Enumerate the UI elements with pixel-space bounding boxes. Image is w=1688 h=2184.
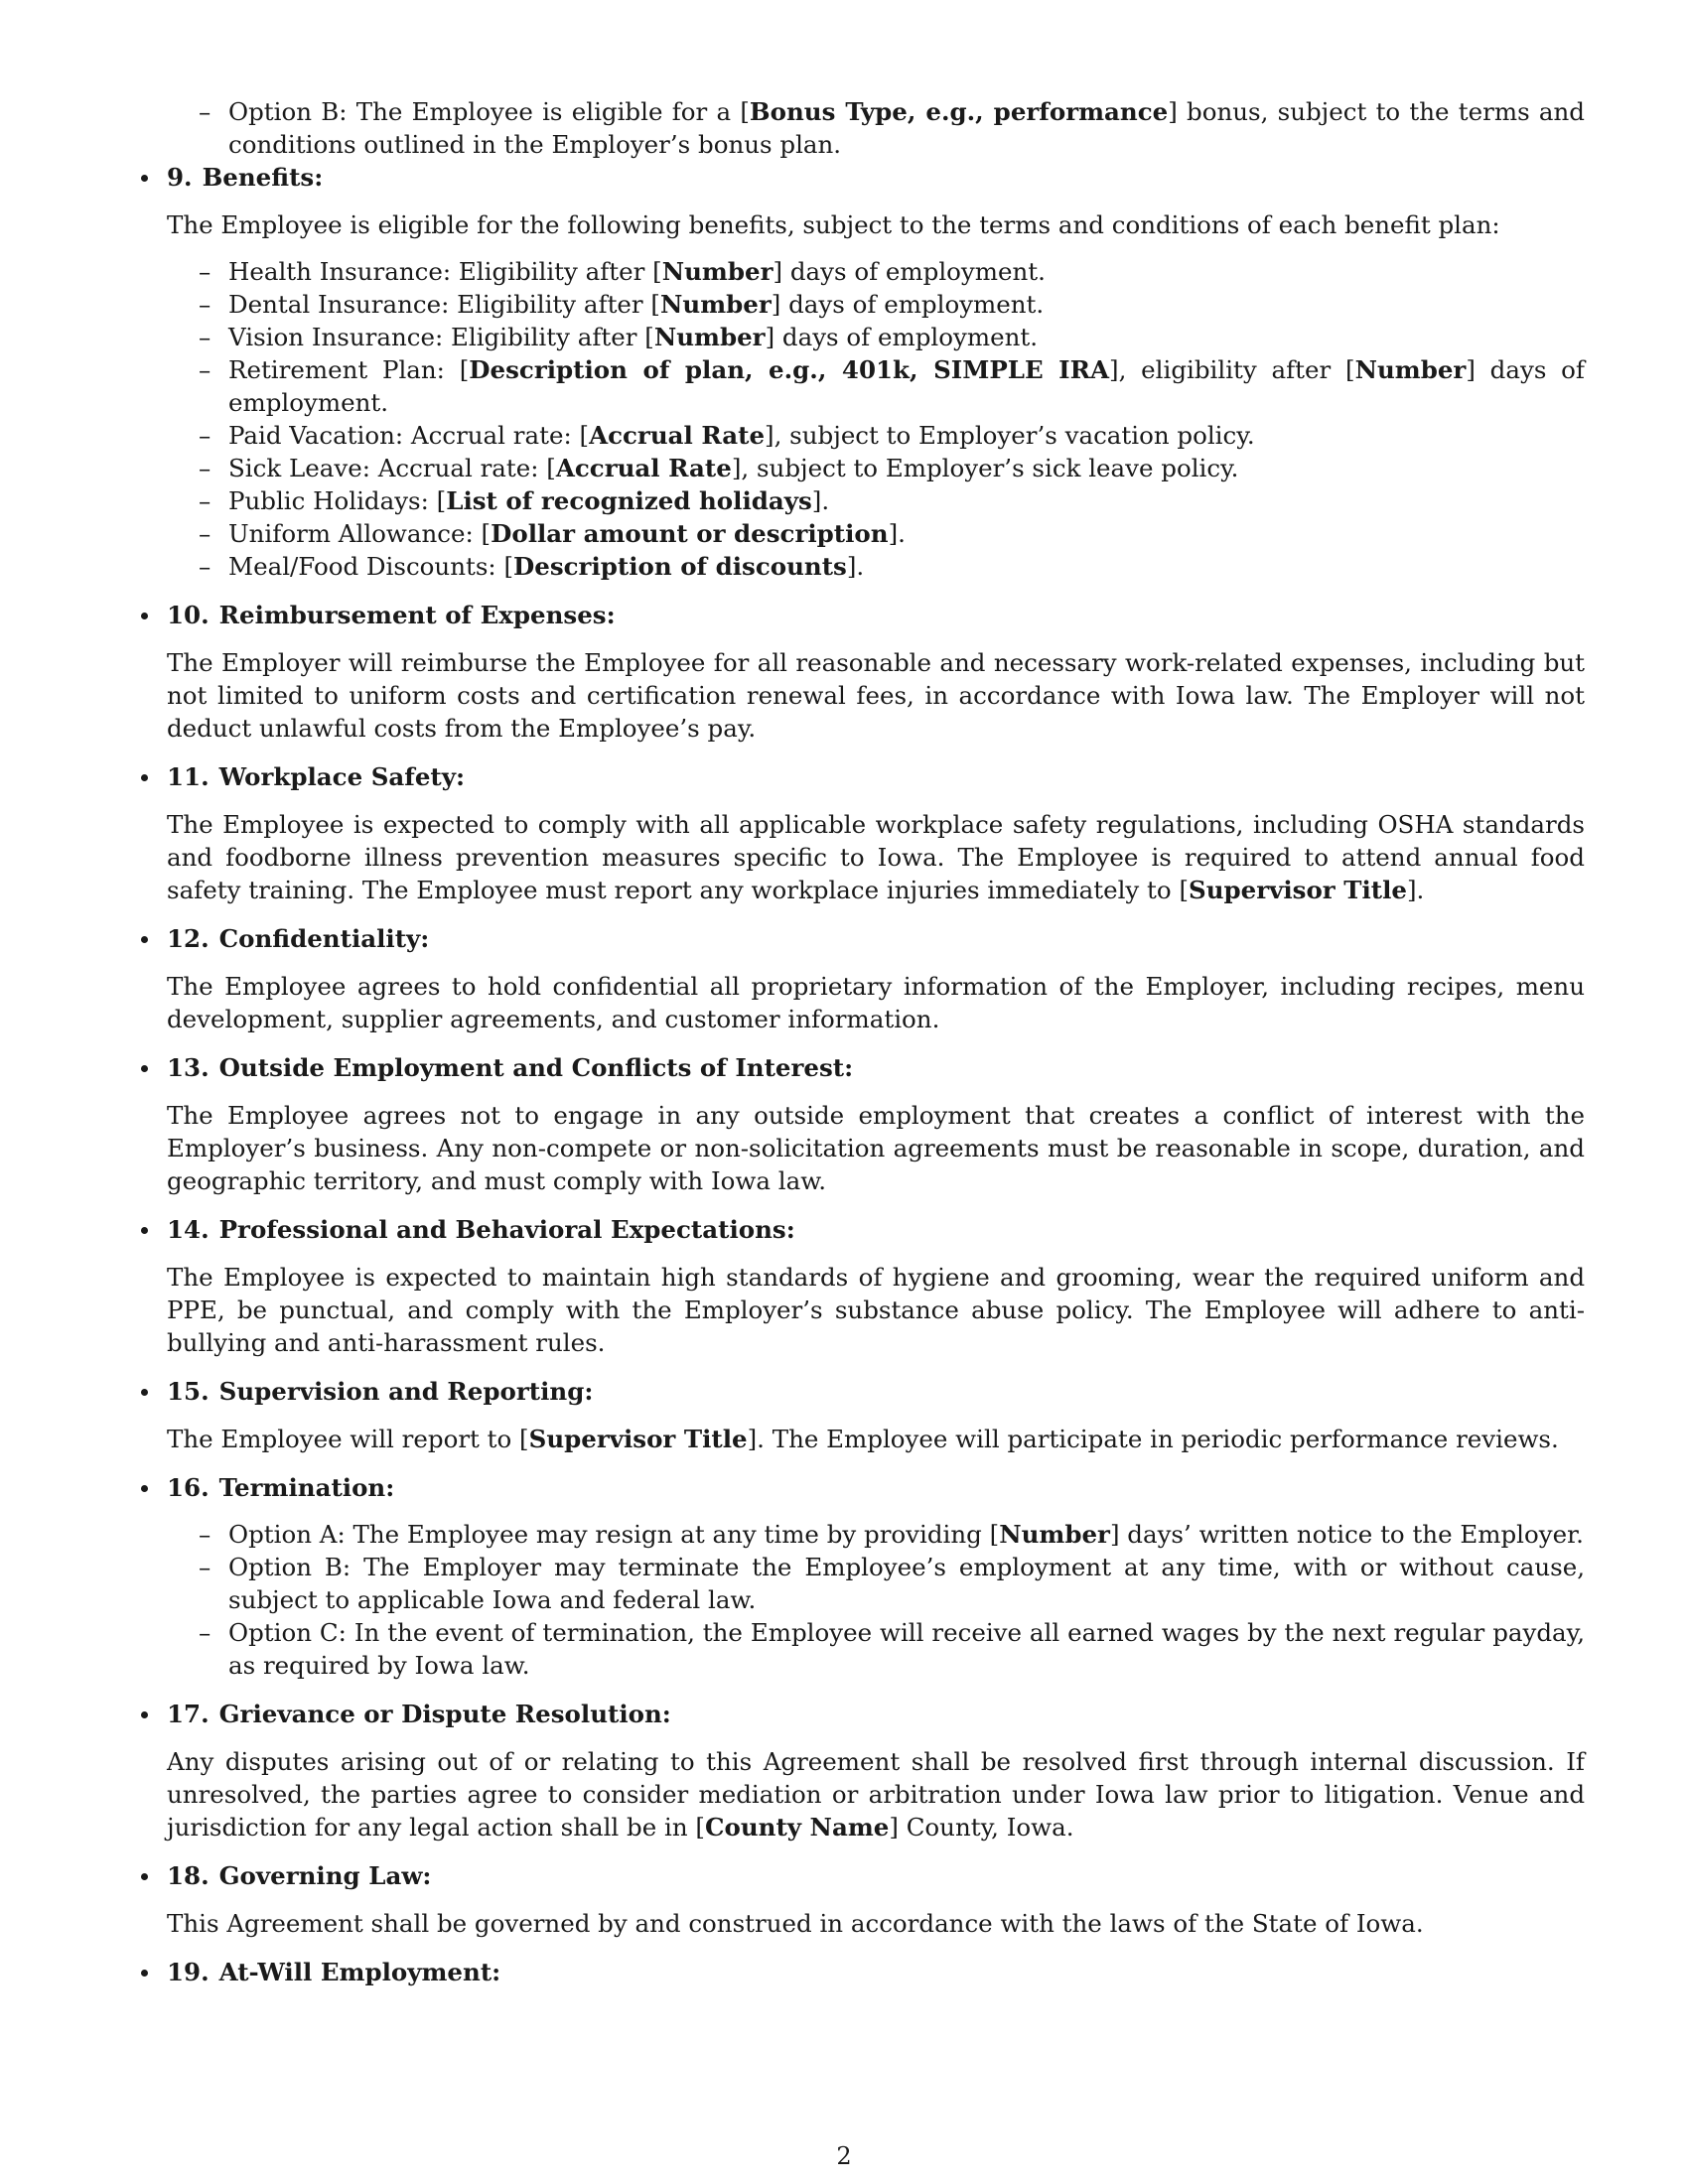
- section-number: 14.: [167, 1215, 210, 1244]
- section-17: [167, 1698, 1585, 1843]
- bullet-icon: [141, 1065, 148, 1072]
- text-run: Option A: The Employee may resign at any time by providing [: [228, 1520, 1000, 1549]
- placeholder-field: Number: [999, 1520, 1110, 1549]
- dash-marker: –: [199, 323, 211, 351]
- section-paragraph: [167, 970, 1585, 1035]
- text-run: ].: [811, 486, 830, 515]
- dash-marker: –: [199, 421, 211, 450]
- placeholder-field: Number: [1354, 355, 1467, 384]
- text-run: ] days’ written notice to the Employer.: [1109, 1520, 1584, 1549]
- dash-marker: –: [199, 519, 211, 548]
- placeholder-field: Description of discounts: [513, 552, 847, 581]
- text-run: ], subject to Employer’s sick leave policy.: [731, 454, 1239, 482]
- section-paragraph: [167, 1423, 1585, 1455]
- list-item: [199, 288, 1585, 321]
- text-run: ] days of employment.: [228, 355, 1585, 417]
- section-heading: [167, 1698, 1585, 1730]
- section-14: [167, 1213, 1585, 1359]
- section-paragraph: [167, 1745, 1585, 1843]
- bullet-icon: [141, 1389, 148, 1396]
- section-heading: [167, 922, 1585, 955]
- section-11: [167, 760, 1585, 906]
- section-paragraph: [167, 646, 1585, 745]
- text-run: ] days of employment.: [771, 290, 1045, 319]
- section-13: [167, 1051, 1585, 1197]
- section-paragraph: [167, 1261, 1585, 1359]
- dash-marker: –: [199, 552, 211, 581]
- list-item: [199, 419, 1585, 452]
- text-run: ].: [1407, 876, 1425, 904]
- dash-marker: –: [199, 290, 211, 319]
- page-number: 2: [836, 2142, 852, 2170]
- dash-marker: –: [199, 1553, 211, 1581]
- text-run: Option B: The Employee is eligible for a: [228, 97, 741, 126]
- section-title: Benefits:: [202, 163, 324, 192]
- text-run: Any disputes arising out of or relating to this Agreement shall be resolved first through internal discussion. If unresolved, the parties agree to consider mediation or arbitration under Iowa law prior to litigation. Venue and jurisdiction for any legal action shall be in [: [167, 1747, 1585, 1842]
- list-item: [199, 550, 1585, 583]
- text-run: The Employee agrees to hold confidential all proprietary information of the Employer, including recipes, menu development, supplier agreements, and customer information.: [167, 972, 1585, 1033]
- list-item: [199, 1518, 1585, 1551]
- text-run: ] County, Iowa.: [889, 1813, 1074, 1842]
- section-title: Governing Law:: [218, 1861, 432, 1890]
- placeholder-field: County Name: [705, 1813, 890, 1842]
- opening-option-list: [167, 95, 1585, 161]
- text-run: Sick Leave: Accrual rate: [: [228, 454, 556, 482]
- placeholder-field: Number: [659, 290, 772, 319]
- text-run: Retirement Plan: [: [228, 355, 470, 384]
- text-run: Public Holidays: [: [228, 486, 447, 515]
- bullet-icon: [141, 774, 148, 781]
- bullet-icon: [141, 936, 148, 943]
- list-item: [199, 353, 1585, 419]
- text-run: ] bonus, subject to the terms and conditions outlined in the Employer’s bonus plan.: [228, 97, 1585, 159]
- placeholder-field: Number: [661, 257, 774, 286]
- dash-marker: –: [199, 454, 211, 482]
- section-title: Termination:: [218, 1473, 395, 1502]
- text-run: ] days of employment.: [765, 323, 1039, 351]
- text-run: The Employee agrees not to engage in any outside employment that creates a conflict of interest with the Employer’s business. Any non-compete or non-solicitation agreements must be reasonable in scope, duration, and geographic territory, and must comply with Iowa law.: [167, 1101, 1585, 1195]
- text-run: The Employee is expected to maintain high standards of hygiene and grooming, wear the required uniform and PPE, be punctual, and comply with the Employer’s substance abuse policy. The Employee will adhere to anti-bullying and anti-harassment rules.: [167, 1263, 1585, 1357]
- section-title: Outside Employment and Conflicts of Interest:: [218, 1053, 854, 1082]
- section-heading: [167, 599, 1585, 631]
- section-number: 16.: [167, 1473, 210, 1502]
- placeholder-field: Accrual Rate: [555, 454, 732, 482]
- section-10: [167, 599, 1585, 745]
- section-title: Confidentiality:: [218, 924, 430, 953]
- text-run: The Employee is eligible for the following benefits, subject to the terms and conditions of each benefit plan:: [167, 210, 1500, 239]
- section-15: [167, 1375, 1585, 1455]
- bullet-icon: [141, 1711, 148, 1718]
- placeholder-field: Dollar amount or description: [491, 519, 889, 548]
- text-run: ], subject to Employer’s vacation policy.: [765, 421, 1255, 450]
- text-run: Dental Insurance: Eligibility after [: [228, 290, 660, 319]
- text-run: ]. The Employee will participate in periodic performance reviews.: [747, 1425, 1559, 1453]
- placeholder-field: Bonus Type, e.g., performance: [749, 97, 1169, 126]
- text-run: This Agreement shall be governed by and construed in accordance with the laws of the State of Iowa.: [167, 1909, 1424, 1938]
- section-heading: [167, 1859, 1585, 1892]
- section-title: Grievance or Dispute Resolution:: [218, 1700, 671, 1728]
- dash-marker: –: [199, 1520, 211, 1549]
- text-run: ].: [846, 552, 865, 581]
- section-heading: [167, 1471, 1585, 1504]
- bullet-icon: [141, 175, 148, 182]
- sections-container: [167, 161, 1585, 1988]
- section-paragraph: [167, 1907, 1585, 1940]
- document-page: [167, 95, 1585, 1988]
- list-item: [199, 1551, 1585, 1616]
- section-heading: [167, 1375, 1585, 1408]
- text-run: Meal/Food Discounts: [: [228, 552, 514, 581]
- list-item: [199, 321, 1585, 353]
- list-item: [199, 1616, 1585, 1682]
- section-number: 15.: [167, 1377, 210, 1406]
- section-heading: [167, 1051, 1585, 1084]
- section-number: 11.: [167, 762, 210, 791]
- section-title: Professional and Behavioral Expectations:: [218, 1215, 795, 1244]
- dash-marker: –: [199, 355, 211, 384]
- section-title: Workplace Safety:: [218, 762, 466, 791]
- placeholder-field: Supervisor Title: [528, 1425, 748, 1453]
- section-list: [167, 1518, 1585, 1682]
- list-item: [199, 484, 1585, 517]
- section-title: Supervision and Reporting:: [218, 1377, 594, 1406]
- section-number: 12.: [167, 924, 210, 953]
- section-heading: [167, 161, 1585, 194]
- section-paragraph: [167, 808, 1585, 906]
- placeholder-field: Supervisor Title: [1189, 876, 1407, 904]
- text-run: Vision Insurance: Eligibility after [: [228, 323, 654, 351]
- list-item: [199, 95, 1585, 161]
- section-paragraph: [167, 208, 1585, 241]
- section-list: [167, 255, 1585, 583]
- text-run: Uniform Allowance: [: [228, 519, 492, 548]
- section-18: [167, 1859, 1585, 1940]
- section-16: [167, 1471, 1585, 1682]
- section-heading: [167, 1956, 1585, 1988]
- text-run: Health Insurance: Eligibility after [: [228, 257, 662, 286]
- dash-marker: –: [199, 257, 211, 286]
- text-run: Option C: In the event of termination, the Employee will receive all earned wages by the next regular payday, as required by Iowa law.: [228, 1618, 1585, 1680]
- section-title: At-Will Employment:: [218, 1958, 501, 1986]
- section-number: 19.: [167, 1958, 210, 1986]
- text-run: [: [740, 97, 750, 126]
- text-run: The Employer will reimburse the Employee for all reasonable and necessary work-related expenses, including but not limited to uniform costs and certification renewal fees, in accordance with Iowa law. The Employer will not deduct unlawful costs from the Employee’s pay.: [167, 648, 1585, 743]
- section-title: Reimbursement of Expenses:: [218, 601, 616, 629]
- section-12: [167, 922, 1585, 1035]
- placeholder-field: Description of plan, e.g., 401k, SIMPLE IRA: [469, 355, 1110, 384]
- placeholder-field: List of recognized holidays: [446, 486, 812, 515]
- text-run: Option B: The Employer may terminate the Employee’s employment at any time, with or without cause, subject to applicable Iowa and federal law.: [228, 1553, 1585, 1614]
- text-run: Paid Vacation: Accrual rate: [: [228, 421, 590, 450]
- bullet-icon: [141, 1227, 148, 1234]
- section-heading: [167, 1213, 1585, 1246]
- section-number: 9.: [167, 163, 193, 192]
- text-run: The Employee will report to [: [167, 1425, 529, 1453]
- bullet-icon: [141, 1873, 148, 1880]
- placeholder-field: Accrual Rate: [589, 421, 766, 450]
- section-number: 13.: [167, 1053, 210, 1082]
- text-run: ], eligibility after [: [1109, 355, 1355, 384]
- section-heading: [167, 760, 1585, 793]
- placeholder-field: Number: [653, 323, 766, 351]
- bullet-icon: [141, 613, 148, 619]
- list-item: [199, 452, 1585, 484]
- section-number: 17.: [167, 1700, 210, 1728]
- dash-marker: –: [199, 486, 211, 515]
- list-item: [199, 517, 1585, 550]
- text-run: ].: [888, 519, 906, 548]
- section-number: 10.: [167, 601, 210, 629]
- section-9: [167, 161, 1585, 583]
- text-run: The Employee is expected to comply with all applicable workplace safety regulations, including OSHA standards and foodborne illness prevention measures specific to Iowa. The Employee is required to attend annual food safety training. The Employee must report any workplace injuries immediately to [: [167, 810, 1585, 904]
- list-item: [199, 255, 1585, 288]
- bullet-icon: [141, 1970, 148, 1977]
- dash-marker: –: [199, 97, 211, 126]
- dash-marker: –: [199, 1618, 211, 1647]
- section-19: [167, 1956, 1585, 1988]
- text-run: ] days of employment.: [773, 257, 1046, 286]
- section-number: 18.: [167, 1861, 210, 1890]
- bullet-icon: [141, 1485, 148, 1492]
- section-paragraph: [167, 1099, 1585, 1197]
